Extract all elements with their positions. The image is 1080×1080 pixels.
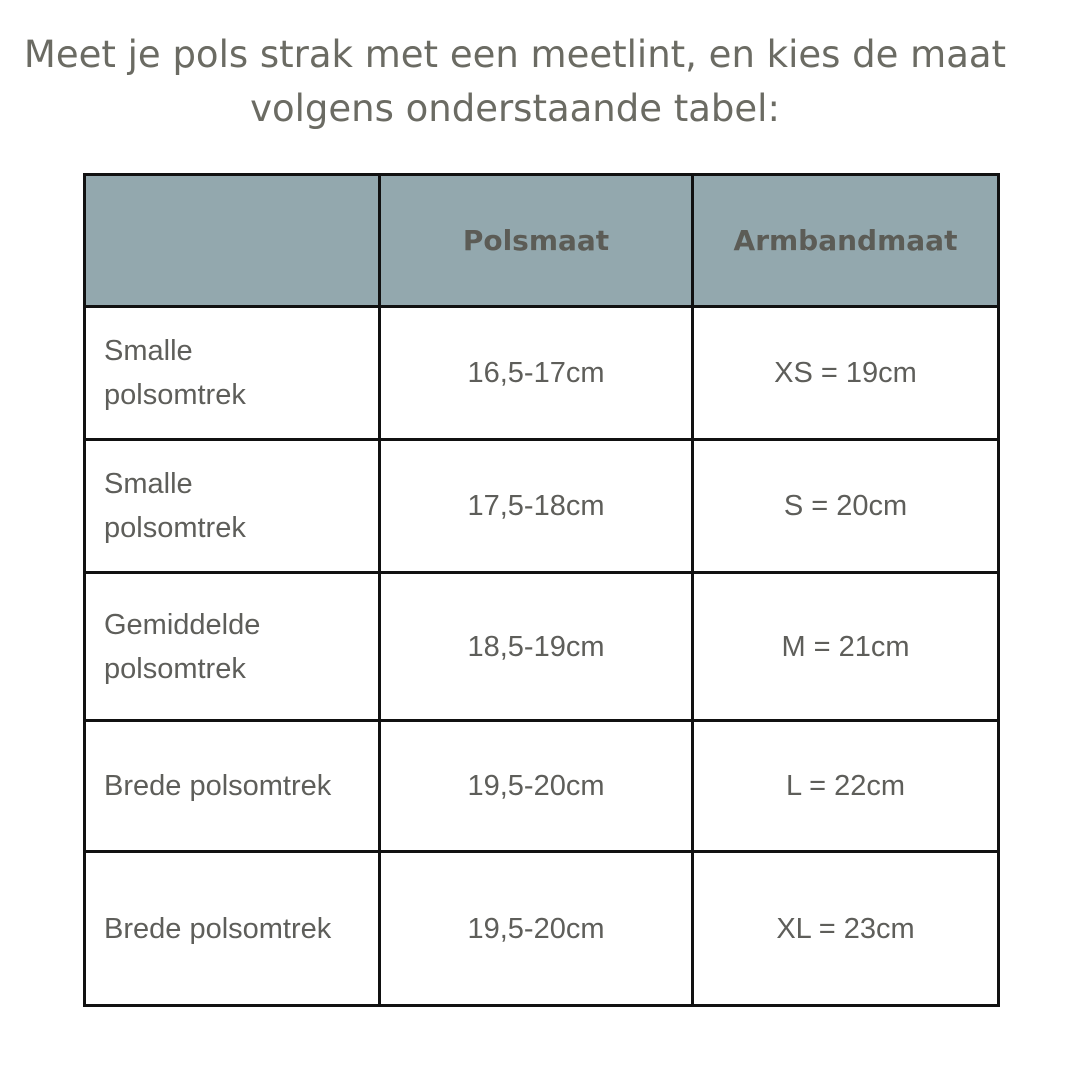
- header-empty-cell: [85, 175, 380, 307]
- bracelet-size-cell: L = 22cm: [693, 721, 999, 852]
- bracelet-size-cell: XL = 23cm: [693, 852, 999, 1006]
- bracelet-size-cell: XS = 19cm: [693, 307, 999, 440]
- row-label: [85, 852, 380, 1006]
- table-row: [85, 573, 999, 721]
- row-label: [85, 440, 380, 573]
- table-header-row: [85, 175, 999, 307]
- wrist-size-cell: 16,5-17cm: [380, 307, 693, 440]
- bracelet-size-cell: S = 20cm: [693, 440, 999, 573]
- header-armbandmaat: Armbandmaat: [693, 175, 999, 307]
- intro-line-2: volgens onderstaande tabel:: [250, 87, 780, 130]
- table-row: [85, 852, 999, 1006]
- row-label: [85, 721, 380, 852]
- intro-text: [20, 28, 1010, 136]
- wrist-size-cell: 18,5-19cm: [380, 573, 693, 721]
- header-polsmaat: Polsmaat: [380, 175, 693, 307]
- wrist-size-cell: 19,5-20cm: [380, 721, 693, 852]
- row-label-text: Brede polsomtrek: [104, 770, 332, 802]
- table-row: [85, 440, 999, 573]
- row-label-text: Brede polsomtrek: [104, 912, 332, 945]
- row-label-text: Smalle polsomtrek: [104, 468, 246, 544]
- intro-line-1: Meet je pols strak met een meetlint, en kies de maat: [23, 33, 1007, 76]
- row-label: [85, 573, 380, 721]
- size-table: [83, 173, 1000, 1007]
- bracelet-size-cell: M = 21cm: [693, 573, 999, 721]
- row-label-text: Smalle polsomtrek: [104, 335, 246, 411]
- row-label-text: Gemiddelde polsomtrek: [104, 608, 261, 685]
- wrist-size-cell: 17,5-18cm: [380, 440, 693, 573]
- row-label: [85, 307, 380, 440]
- table-row: [85, 307, 999, 440]
- table-row: [85, 721, 999, 852]
- wrist-size-cell: 19,5-20cm: [380, 852, 693, 1006]
